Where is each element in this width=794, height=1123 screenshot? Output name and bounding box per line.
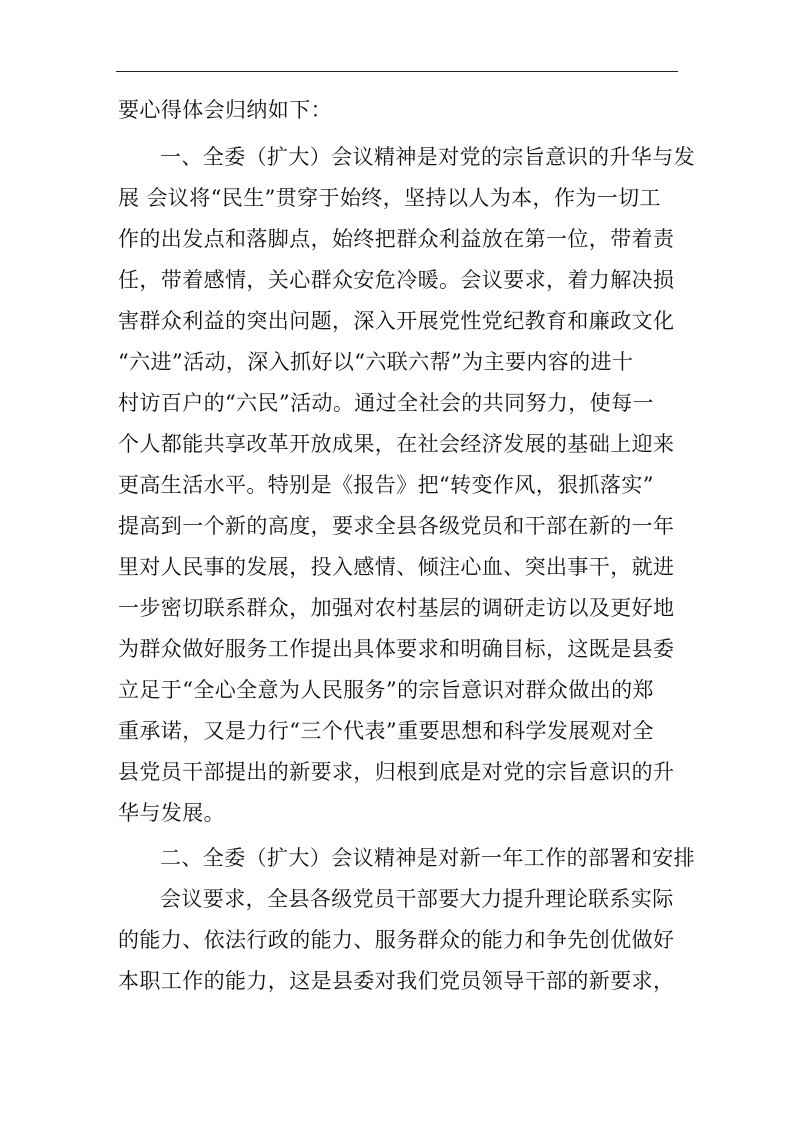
text-line: 要心得体会归纳如下： [118,98,332,122]
text-line: 害群众利益的突出问题，深入开展党性党纪教育和廉政文化 [118,309,675,333]
header-rule [116,71,678,72]
text-line: 的能力、依法行政的能力、服务群众的能力和争先创优做好 [118,928,675,952]
text-line: 华与发展。 [118,801,225,825]
text-line: 个人都能共享改革开放成果，在社会经济发展的基础上迎来 [118,432,675,456]
text-line: 提高到一个新的高度，要求全县各级党员和干部在新的一年 [118,514,675,538]
text-line: 本职工作的能力，这是县委对我们党员领导干部的新要求， [118,969,675,993]
text-line: 会议要求，全县各级党员干部要大力提升理论联系实际 [160,887,674,911]
text-line: 任，带着感情，关心群众安危冷暖。会议要求，着力解决损 [118,268,675,292]
text-line: 县党员干部提出的新要求，归根到底是对党的宗旨意识的升 [118,760,675,784]
section-heading-1: 一、全委（扩大）会议精神是对党的宗旨意识的升华与发 [160,145,695,169]
text-line: 展 会议将“民生”贯穿于始终，坚持以人为本，作为一切工 [118,186,661,210]
section-heading-2: 二、全委（扩大）会议精神是对新一年工作的部署和安排 [160,846,695,870]
text-line: 为群众做好服务工作提出具体要求和明确目标，这既是县委 [118,637,675,661]
text-line: 立足于“全心全意为人民服务”的宗旨意识对群众做出的郑 [118,678,654,702]
text-line: “六进”活动，深入抓好以“六联六帮”为主要内容的进十 [118,350,634,374]
text-line: 里对人民事的发展，投入感情、倾注心血、突出事干，就进 [118,555,675,579]
text-line: 村访百户的“六民”活动。通过全社会的共同努力，使每一 [118,391,654,415]
text-line: 更高生活水平。特别是《报告》把“转变作风，狠抓落实” [118,473,654,497]
text-line: 作的出发点和落脚点，始终把群众利益放在第一位，带着责 [118,227,675,251]
text-line: 重承诺，又是力行“三个代表”重要思想和科学发展观对全 [118,719,654,743]
text-line: 一步密切联系群众，加强对农村基层的调研走访以及更好地 [118,596,675,620]
